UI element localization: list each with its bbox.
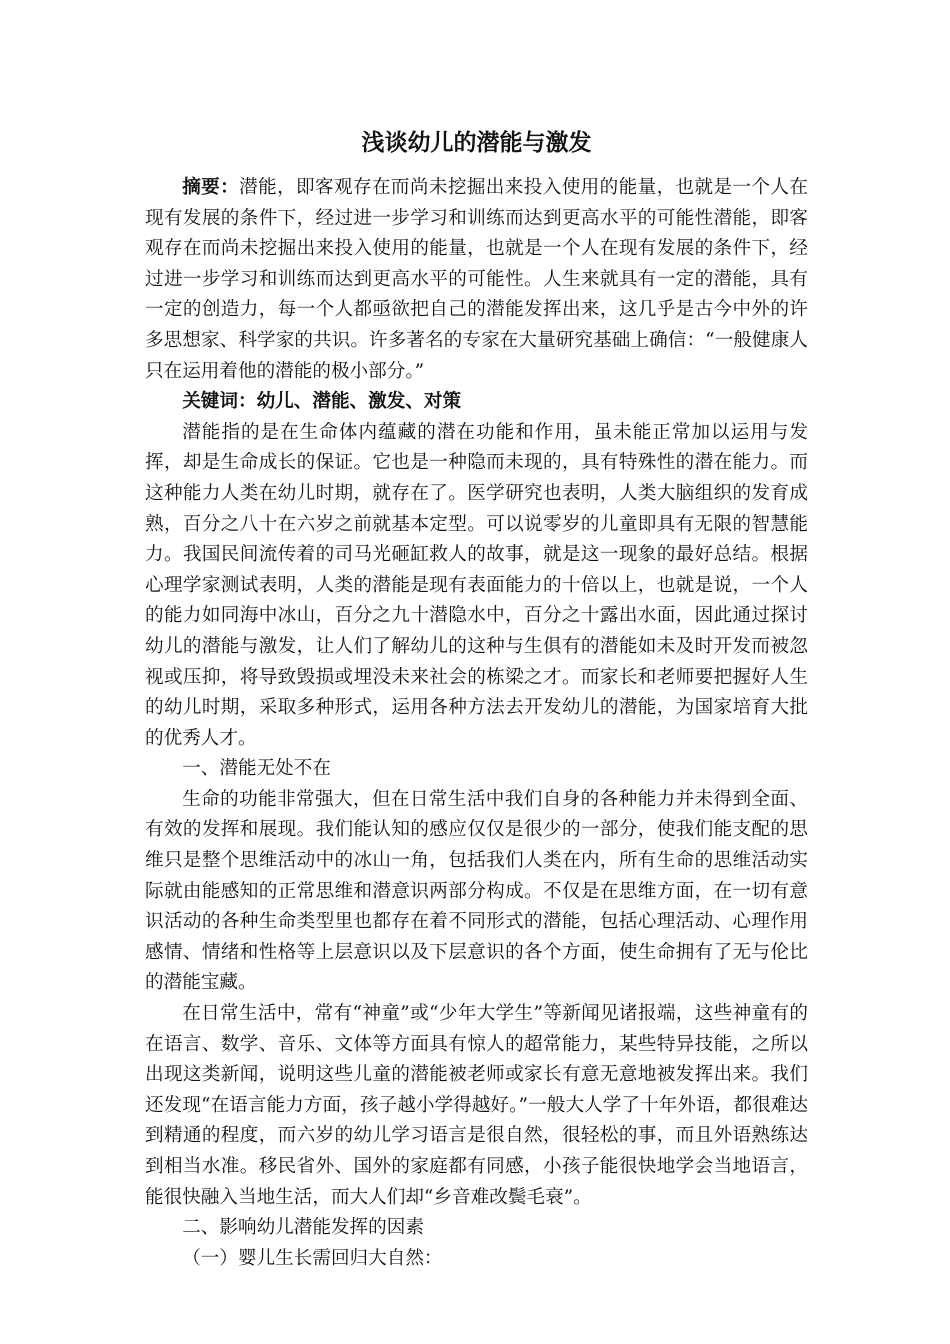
section1-paragraph-1: 生命的功能非常强大，但在日常生活中我们自身的各种能力并未得到全面、有效的发挥和展现。我们能认知的感应仅仅是很少的一部分，使我们能支配的思维只是整个思维活动中的冰山一角，包括我们人类在内，所有生命的思维活动实际就由能感知的正常思维和潜意识两部分构成。不仅是在思维方面，在一切有意识活动的各种生命类型里也都存在着不同形式的潜能，包括心理活动、心理作用感情、情绪和性格等上层意识以及下层意识的各个方面，使生命拥有了无与伦比的潜能宝藏。 <box>145 788 808 994</box>
section-heading-1: 一、潜能无处不在 <box>182 758 331 780</box>
section-heading-2: 二、影响幼儿潜能发挥的因素 <box>182 1217 424 1239</box>
abstract-label: 摘要： <box>182 177 240 198</box>
title-text: 浅谈幼儿的潜能与激发 <box>361 129 592 156</box>
abstract-text: 潜能，即客观存在而尚未挖掘出来投入使用的能量，也就是一个人在现有发展的条件下，经过进一步学习和训练而达到更高水平的可能性潜能，即客观存在而尚未挖掘出来投入使用的能量，也就是一个人在现有发展的条件下，经过进一步学习和训练而达到更高水平的可能性。人生来就具有一定的潜能，具有一定的创造力，每一个人都亟欲把自己的潜能发挥出来，这几乎是古今中外的许多思想家、科学家的共识。许多著名的专家在大量研究基础上确信：“一般健康人只在运用着他的潜能的极小部分。” <box>145 177 808 382</box>
document-page <box>145 126 808 1274</box>
keywords-line: 关键词：幼儿、潜能、激发、对策 <box>182 391 462 413</box>
intro-paragraph: 潜能指的是在生命体内蕴藏的潜在功能和作用，虽未能正常加以运用与发挥，却是生命成长的保证。它也是一种隐而未现的，具有特殊性的潜在能力。而这种能力人类在幼儿时期，就存在了。医学研究也表明，人类大脑组织的发育成熟，百分之八十在六岁之前就基本定型。可以说零岁的儿童即具有无限的智慧能力。我国民间流传着的司马光砸缸救人的故事，就是这一现象的最好总结。根据心理学家测试表明，人类的潜能是现有表面能力的十倍以上，也就是说，一个人的能力如同海中冰山，百分之九十潜隐水中，百分之十露出水面，因此通过探讨幼儿的潜能与激发，让人们了解幼儿的这种与生俱有的潜能如未及时开发而被忽视或压抑，将导致毁损或埋没未来社会的栋梁之才。而家长和老师要把握好人生的幼儿时期，采取多种形式，运用各种方法去开发幼儿的潜能，为国家培育大批的优秀人才。 <box>145 421 808 749</box>
document-title <box>145 126 808 160</box>
abstract-paragraph <box>145 173 808 387</box>
section1-paragraph-2: 在日常生活中，常有“神童”或“少年大学生”等新闻见诸报端，这些神童有的在语言、数学、音乐、文体等方面具有惊人的超常能力，某些特异技能，之所以出现这类新闻，说明这些儿童的潜能被老师或家长有意无意地被发挥出来。我们还发现“在语言能力方面，孩子越小学得越好。”一般大人学了十年外语，都很难达到精通的程度，而六岁的幼儿学习语言是很自然，很轻松的事，而且外语熟练达到相当水准。移民省外、国外的家庭都有同感，小孩子能很快地学会当地语言，能很快融入当地生活，而大人们却“乡音难改鬓毛衰”。 <box>145 1003 808 1208</box>
subsection-heading-2-1: （一）婴儿生长需回归大自然： <box>182 1247 443 1269</box>
